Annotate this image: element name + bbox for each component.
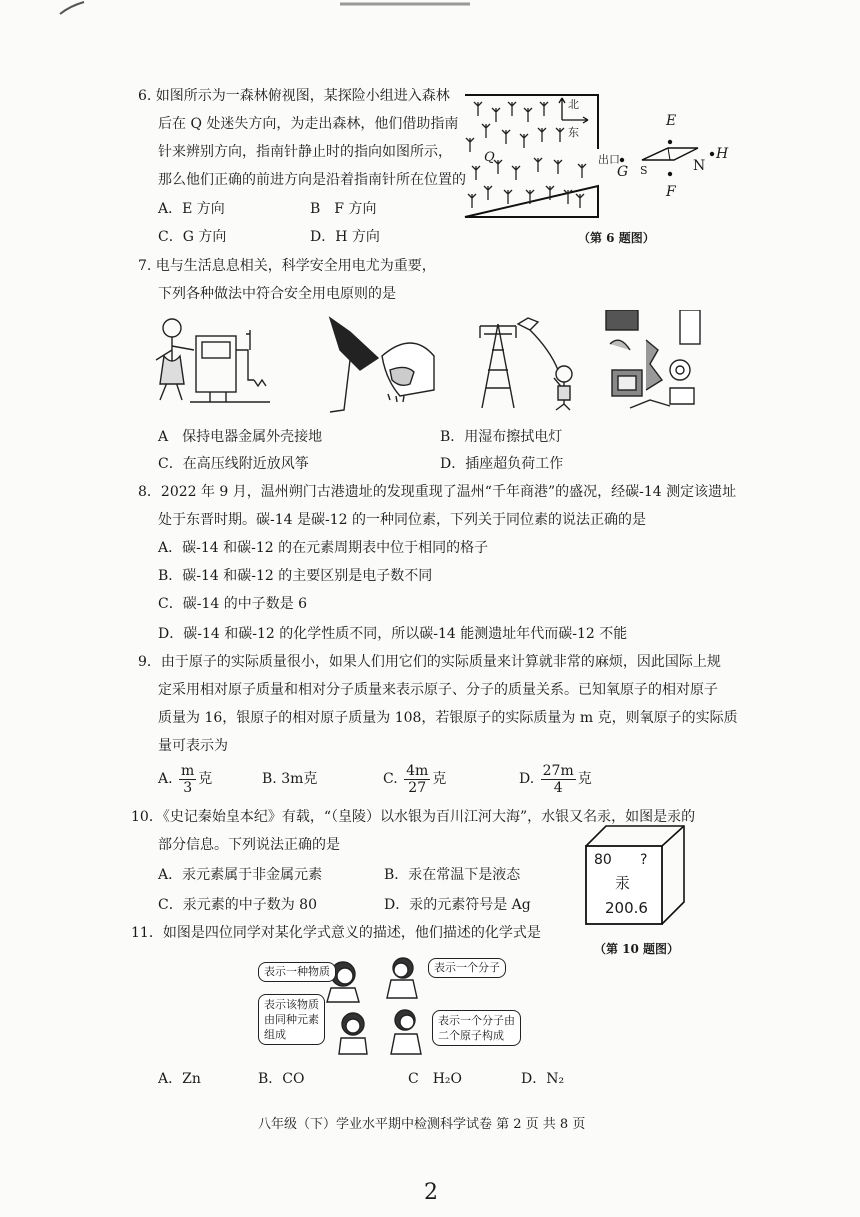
q10-option-b[interactable]: B．汞在常温下是液态 <box>384 867 521 883</box>
q9-option-b[interactable]: B. 3m克 <box>262 771 318 787</box>
exit-label: 出口 <box>598 153 620 166</box>
q9-line-4: 量可表示为 <box>158 738 228 754</box>
q11-line: 11．如图是四位同学对某化学式意义的描述，他们描述的化学式是 <box>131 925 541 941</box>
q9-option-a-denominator: 3 <box>183 779 193 796</box>
bubble-same-element-line-3: 组成 <box>264 1028 286 1041</box>
q9-line-3: 质量为 16，银原子的相对原子质量为 108，若银原子的实际质量为 m 克，则氧原子的实际质 <box>158 710 738 726</box>
q10-option-c[interactable]: C．汞元素的中子数为 80 <box>158 897 317 913</box>
q8-line-2: 处于东晋时期。碳-14 是碳-12 的一种同位素，下列关于同位素的说法正确的是 <box>158 512 646 528</box>
overload-illustration <box>606 310 700 408</box>
q11-option-d[interactable]: D．N₂ <box>521 1071 565 1087</box>
wet-cloth-illustration <box>330 318 434 412</box>
bubble-one-molecule: 表示一个分子 <box>428 958 506 978</box>
q11-option-c[interactable]: C H₂O <box>408 1071 463 1087</box>
q6-line-2: 后在 Q 处迷失方向，为走出森林，他们借助指南 <box>158 116 459 132</box>
q9-option-a-unit: 克 <box>198 771 213 787</box>
kite-illustration <box>480 318 572 410</box>
q9-option-d-fraction <box>541 763 576 796</box>
q9-line-1: 9．由于原子的实际质量很小，如果人们用它们的实际质量来计算就非常的麻烦，因此国际上规 <box>138 654 721 670</box>
q6-option-c[interactable]: C．G 方向 <box>158 229 227 245</box>
bubble-two-atoms-line-1: 表示一个分子由 <box>438 1014 515 1027</box>
q8-option-d[interactable]: D．碳-14 和碳-12 的化学性质不同，所以碳-14 能测遗址年代而碳-12 不能 <box>158 626 628 642</box>
q9-option-a-numerator: m <box>181 762 195 779</box>
bubble-same-element-line-2: 由同种元素 <box>264 1013 319 1026</box>
q10-line-1: 10．《史记秦始皇本纪》有载，“（皇陵）以水银为百川江河大海”，水银又名汞，如图是汞的 <box>131 809 696 825</box>
scan-edge-marks <box>0 0 860 20</box>
q-point-label: Q <box>484 150 495 165</box>
q9-option-a[interactable] <box>158 762 212 796</box>
grounding-illustration <box>156 319 270 402</box>
page-number: 2 <box>424 1180 438 1205</box>
q9-option-d-unit: 克 <box>577 771 592 787</box>
q10-line-2: 部分信息。下列说法正确的是 <box>158 837 340 853</box>
q9-option-c-denominator: 27 <box>408 779 427 796</box>
q8-option-a[interactable]: A．碳-14 和碳-12 的在元素周期表中位于相同的格子 <box>158 540 489 556</box>
q6-option-b[interactable]: B F 方向 <box>310 201 377 217</box>
bubble-same-element <box>258 994 325 1045</box>
q6-option-a[interactable]: A．E 方向 <box>158 201 225 217</box>
q7-option-b[interactable]: B．用湿布擦拭电灯 <box>440 429 563 445</box>
q9-line-2: 定采用相对原子质量和相对分子质量来表示原子、分子的质量关系。已知氧原子的相对原子 <box>158 682 718 698</box>
q9-option-d-label: D. <box>519 771 535 787</box>
q8-option-b[interactable]: B．碳-14 和碳-12 的主要区别是电子数不同 <box>158 568 433 584</box>
q9-option-d[interactable] <box>519 762 592 796</box>
q6-figure-caption: （第 6 题图） <box>578 231 655 245</box>
q9-option-d-denominator: 4 <box>553 779 563 796</box>
needle-s-label: S <box>640 164 648 177</box>
q7-illustrations <box>150 310 720 414</box>
bubble-same-element-line-1: 表示该物质 <box>264 998 319 1011</box>
q11-option-b[interactable]: B．CO <box>258 1071 305 1087</box>
point-g-label: G <box>617 164 629 180</box>
q10-figure-caption: （第 10 题图） <box>594 942 680 956</box>
q8-line-1: 8．2022 年 9 月，温州朔门古港遗址的发现重现了温州“千年商港”的盛况，经碳-14 测定该遗址 <box>138 484 737 500</box>
q10-option-a[interactable]: A．汞元素属于非金属元素 <box>158 867 323 883</box>
q7-option-a[interactable]: A 保持电器金属外壳接地 <box>158 429 323 445</box>
q9-option-c[interactable] <box>383 762 446 796</box>
q6-line-1: 6. 如图所示为一森林俯视图，某探险小组进入森林 <box>138 88 450 104</box>
q7-line-1: 7. 电与生活息息相关，科学安全用电尤为重要， <box>138 258 436 274</box>
q9-option-a-fraction <box>179 763 196 796</box>
q9-option-c-label: C. <box>383 771 398 787</box>
atomic-number: 80 <box>594 852 612 868</box>
needle-n-label: N <box>693 158 706 174</box>
q6-line-3: 针来辨别方向，指南针静止时的指向如图所示， <box>158 144 452 160</box>
point-h-label: H <box>716 146 729 162</box>
bubble-one-substance: 表示一种物质 <box>258 962 336 982</box>
atomic-mass: 200.6 <box>605 899 648 917</box>
q9-option-d-numerator: 27m <box>542 762 574 779</box>
q9-option-c-fraction <box>404 763 430 796</box>
point-e-label: E <box>666 113 677 129</box>
bubble-two-atoms <box>432 1010 521 1046</box>
q7-line-2: 下列各种做法中符合安全用电原则的是 <box>158 286 396 302</box>
q6-line-4: 那么他们正确的前进方向是沿着指南针所在位置的 <box>158 172 466 188</box>
page-footer: 八年级（下）学业水平期中检测科学试卷 第 2 页 共 8 页 <box>258 1117 586 1132</box>
q7-option-d[interactable]: D．插座超负荷工作 <box>440 456 564 472</box>
q9-option-c-numerator: 4m <box>406 762 429 779</box>
q7-option-c[interactable]: C．在高压线附近放风筝 <box>158 456 309 472</box>
forest-figure <box>464 94 599 218</box>
q10-option-d[interactable]: D．汞的元素符号是 Ag <box>384 897 531 913</box>
q9-option-a-label: A. <box>158 771 173 787</box>
north-label: 北 <box>568 98 579 111</box>
east-label: 东 <box>568 126 579 139</box>
bubble-two-atoms-line-2: 二个原子构成 <box>438 1029 504 1042</box>
element-symbol-unknown: ? <box>640 852 648 868</box>
point-f-label: F <box>666 184 676 200</box>
q8-option-c[interactable]: C．碳-14 的中子数是 6 <box>158 596 308 612</box>
q11-option-a[interactable]: A．Zn <box>158 1071 201 1087</box>
element-name: 汞 <box>615 874 631 892</box>
q6-option-d[interactable]: D．H 方向 <box>310 229 380 245</box>
q9-option-c-unit: 克 <box>432 771 447 787</box>
